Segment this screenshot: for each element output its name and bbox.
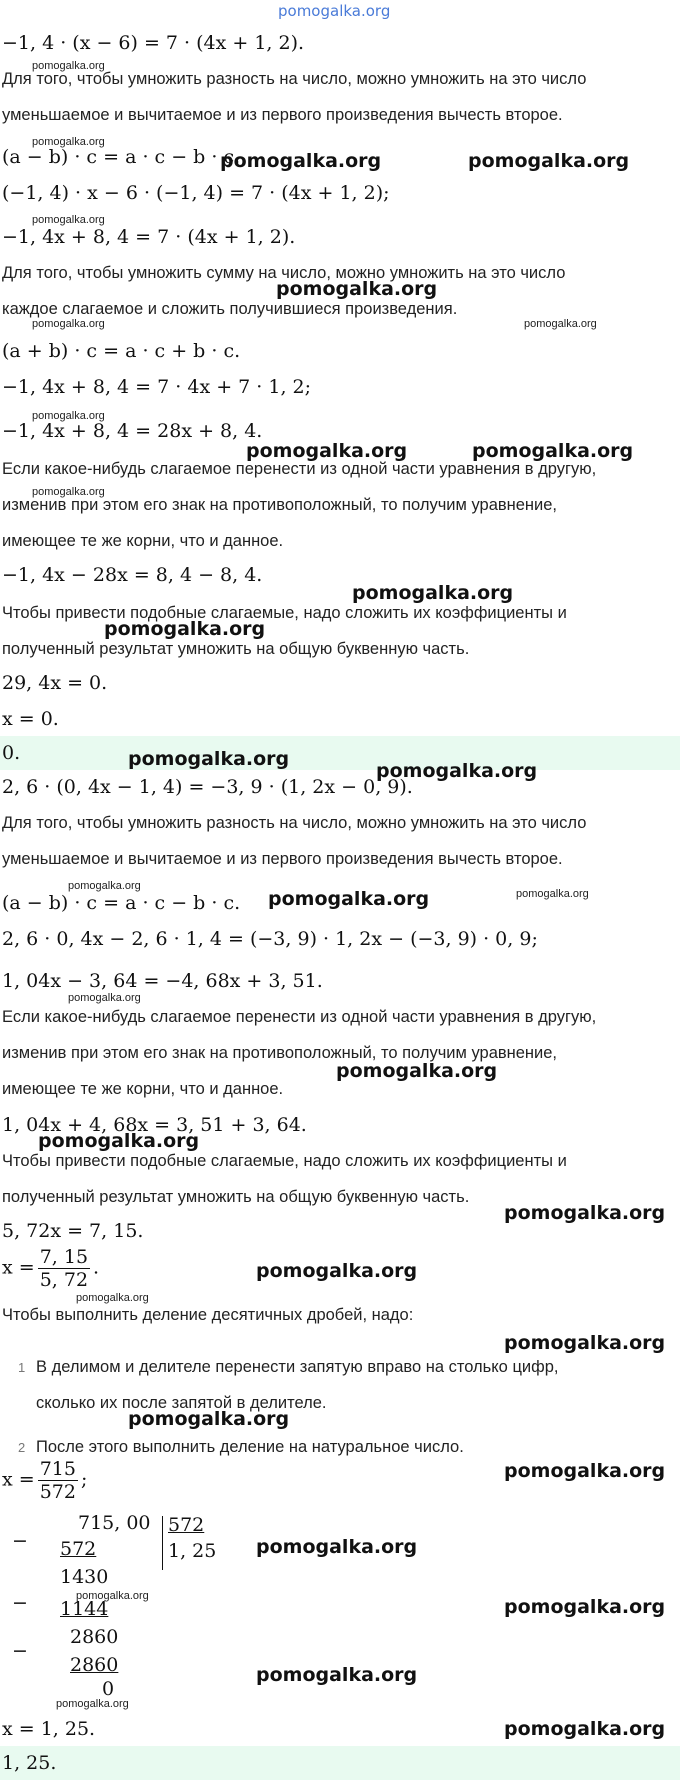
watermark-big: pomogalka.org [504, 1460, 666, 1482]
top-watermark: pomogalka.org [278, 2, 391, 20]
watermark-big: pomogalka.org [352, 582, 514, 604]
p1-rule-sum-line1: Для того, чтобы умножить сумму на число, можно умножить на это число [2, 264, 566, 282]
watermark-big: pomogalka.org [246, 440, 408, 462]
frac2-denominator: 572 [39, 1481, 76, 1503]
frac2 [38, 1458, 78, 1503]
p1-rule-like-line1: Чтобы привести подобные слагаемые, надо сложить их коэффициенты и [2, 604, 567, 622]
p1-rule-transfer-line3: имеющее те же корни, что и данное. [2, 532, 284, 550]
p2-equation-2: 2, 6 · 0, 4x − 2, 6 · 1, 4 = (−3, 9) · 1, 2x − (−3, 9) · 0, 9; [2, 928, 538, 950]
watermark-small: pomogalka.org [68, 992, 141, 1004]
watermark-big: pomogalka.org [256, 1664, 418, 1686]
ld-dividend: 715, 00 [78, 1512, 151, 1534]
p1-answer: 0. [2, 742, 21, 764]
p2-rule-like-line2: полученный результат умножить на общую буквенную часть. [2, 1188, 470, 1206]
p2-equation-3: 1, 04x − 3, 64 = −4, 68x + 3, 51. [2, 970, 323, 992]
watermark-small: pomogalka.org [32, 410, 105, 422]
p2-formula-diff: (a − b) · c = a · c − b · c. [2, 892, 241, 914]
frac1 [38, 1246, 90, 1291]
watermark-big: pomogalka.org [104, 618, 266, 640]
p1-rule-transfer-line2: изменив при этом его знак на противоположный, то получим уравнение, [2, 496, 558, 514]
ld-minus-2: − [12, 1592, 28, 1614]
watermark-big: pomogalka.org [504, 1718, 666, 1740]
ld-sub-2: 1144 [60, 1598, 109, 1620]
ld-remainder-2: 2860 [70, 1626, 119, 1648]
watermark-big: pomogalka.org [504, 1202, 666, 1224]
watermark-small: pomogalka.org [524, 318, 597, 330]
p2-rule-decimal-div: Чтобы выполнить деление десятичных дробей, надо: [2, 1306, 414, 1324]
p2-rule-like-line1: Чтобы привести подобные слагаемые, надо сложить их коэффициенты и [2, 1152, 567, 1170]
frac2-tail: ; [80, 1468, 88, 1491]
p2-rule-diff-line1: Для того, чтобы умножить разность на число, можно умножить на это число [2, 814, 587, 832]
p1-rule-like-line2: полученный результат умножить на общую буквенную часть. [2, 640, 470, 658]
watermark-big: pomogalka.org [256, 1536, 418, 1558]
p2-rule-transfer-line1: Если какое-нибудь слагаемое перенести из одной части уравнения в другую, [2, 1008, 597, 1026]
watermark-small: pomogalka.org [32, 318, 105, 330]
p1-equation-6: −1, 4x − 28x = 8, 4 − 8, 4. [2, 564, 263, 586]
step-1-line2: сколько их после запятой в делителе. [36, 1394, 327, 1412]
watermark-big: pomogalka.org [128, 1408, 290, 1430]
p2-fraction-2 [2, 1458, 87, 1503]
ld-divider-vertical [162, 1516, 163, 1570]
p1-rule-transfer-line1: Если какое-нибудь слагаемое перенести из одной части уравнения в другую, [2, 460, 597, 478]
ld-remainder-3: 0 [102, 1678, 115, 1700]
frac1-tail: . [93, 1256, 100, 1279]
p2-answer-bar [0, 1746, 680, 1780]
ld-remainder-1: 1430 [60, 1566, 109, 1588]
p1-equation-4: −1, 4x + 8, 4 = 7 · 4x + 7 · 1, 2; [2, 376, 312, 398]
p1-equation-8: x = 0. [2, 708, 59, 730]
watermark-small: pomogalka.org [32, 214, 105, 226]
ld-sub-1: 572 [60, 1538, 97, 1560]
watermark-big: pomogalka.org [38, 1130, 200, 1152]
watermark-big: pomogalka.org [220, 150, 382, 172]
watermark-small: pomogalka.org [516, 888, 589, 900]
p2-equation-final: x = 1, 25. [2, 1718, 96, 1740]
watermark-big: pomogalka.org [504, 1596, 666, 1618]
step-1-number: 1 [18, 1360, 26, 1375]
step-2-number: 2 [18, 1440, 26, 1455]
frac1-lhs: x = [2, 1256, 35, 1279]
p1-equation-1: −1, 4 · (x − 6) = 7 · (4x + 1, 2). [2, 32, 305, 54]
watermark-big: pomogalka.org [268, 888, 430, 910]
p1-rule-diff-line2: уменьшаемое и вычитаемое и из первого произведения вычесть второе. [2, 106, 563, 124]
frac1-denominator: 5, 72 [39, 1269, 89, 1291]
watermark-big: pomogalka.org [276, 278, 438, 300]
watermark-small: pomogalka.org [32, 486, 105, 498]
p1-equation-2: (−1, 4) · x − 6 · (−1, 4) = 7 · (4x + 1, 2); [2, 182, 390, 204]
watermark-small: pomogalka.org [68, 880, 141, 892]
watermark-big: pomogalka.org [504, 1332, 666, 1354]
watermark-small: pomogalka.org [56, 1698, 129, 1710]
watermark-big: pomogalka.org [472, 440, 634, 462]
watermark-big: pomogalka.org [376, 760, 538, 782]
p2-rule-transfer-line3: имеющее те же корни, что и данное. [2, 1080, 284, 1098]
watermark-big: pomogalka.org [128, 748, 290, 770]
watermark-small: pomogalka.org [32, 60, 105, 72]
watermark-small: pomogalka.org [76, 1292, 149, 1304]
watermark-big: pomogalka.org [468, 150, 630, 172]
watermark-big: pomogalka.org [336, 1060, 498, 1082]
p1-answer-bar [0, 736, 680, 770]
p1-equation-7: 29, 4x = 0. [2, 672, 108, 694]
p1-equation-5: −1, 4x + 8, 4 = 28x + 8, 4. [2, 420, 263, 442]
p2-answer: 1, 25. [2, 1752, 57, 1774]
step-1-line1: В делимом и делителе перенести запятую вправо на столько цифр, [36, 1358, 559, 1376]
ld-minus-1: − [12, 1530, 28, 1552]
step-2-line1: После этого выполнить деление на натуральное число. [36, 1438, 464, 1456]
ld-quotient: 1, 25 [168, 1540, 217, 1562]
watermark-big: pomogalka.org [256, 1260, 418, 1282]
ld-minus-3: − [12, 1640, 28, 1662]
frac2-numerator: 715 [39, 1458, 76, 1480]
p1-equation-3: −1, 4x + 8, 4 = 7 · (4x + 1, 2). [2, 226, 296, 248]
p1-formula-sum: (a + b) · c = a · c + b · c. [2, 340, 241, 362]
watermark-small: pomogalka.org [32, 136, 105, 148]
p2-equation-5: 5, 72x = 7, 15. [2, 1220, 144, 1242]
p2-equation-4: 1, 04x + 4, 68x = 3, 51 + 3, 64. [2, 1114, 307, 1136]
ld-divisor: 572 [168, 1514, 205, 1536]
ld-sub-3: 2860 [70, 1654, 119, 1676]
frac1-numerator: 7, 15 [39, 1246, 89, 1268]
p1-formula-diff: (a − b) · c = a · c − b · c. [2, 146, 241, 168]
p1-rule-sum-line2: каждое слагаемое и сложить получившиеся произведения. [2, 300, 458, 318]
frac2-lhs: x = [2, 1468, 35, 1491]
p1-rule-diff-line1: Для того, чтобы умножить разность на число, можно умножить на это число [2, 70, 587, 88]
p2-equation-1: 2, 6 · (0, 4x − 1, 4) = −3, 9 · (1, 2x − 0, 9). [2, 776, 413, 798]
p2-fraction-1 [2, 1246, 99, 1291]
p2-rule-diff-line2: уменьшаемое и вычитаемое и из первого произведения вычесть второе. [2, 850, 563, 868]
watermark-small: pomogalka.org [76, 1590, 149, 1602]
p2-rule-transfer-line2: изменив при этом его знак на противоположный, то получим уравнение, [2, 1044, 558, 1062]
